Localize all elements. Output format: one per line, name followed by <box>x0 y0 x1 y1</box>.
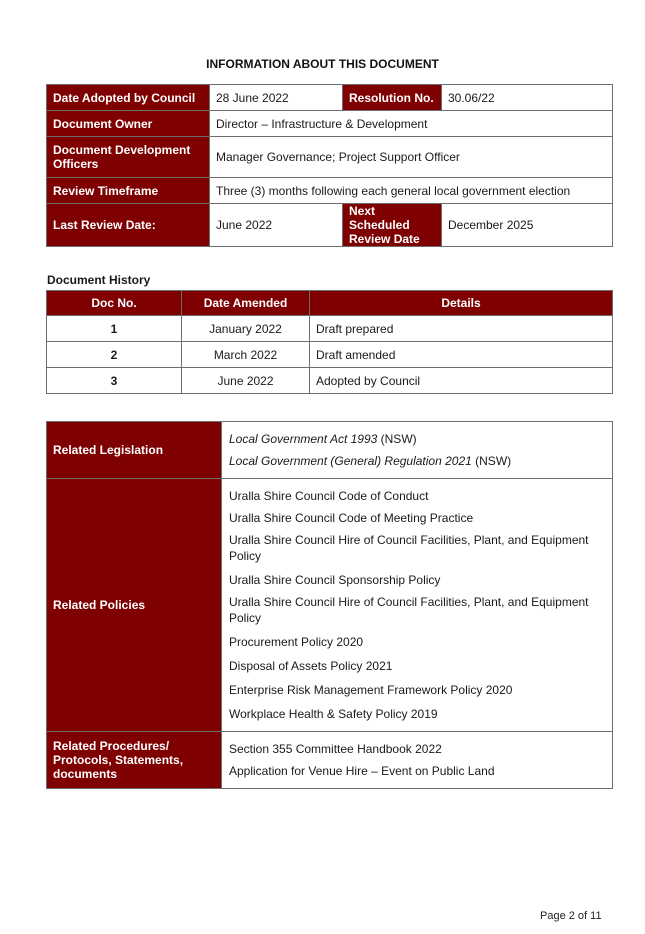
dev-officers-label: Document Development Officers <box>47 137 210 178</box>
table-row <box>47 368 613 394</box>
date-adopted-value: 28 June 2022 <box>210 85 343 111</box>
policy-item: Uralla Shire Council Hire of Council Facilities, Plant, and Equipment Policy <box>229 533 589 563</box>
related-procedures-value <box>222 732 613 789</box>
last-review-label: Last Review Date: <box>47 204 210 247</box>
next-review-value: December 2025 <box>442 204 613 247</box>
owner-label: Document Owner <box>47 111 210 137</box>
policy-item: Uralla Shire Council Code of Conduct <box>229 489 429 503</box>
page-number: Page 2 of 11 <box>540 910 602 922</box>
date-adopted-label: Date Adopted by Council <box>47 85 210 111</box>
history-header-details: Details <box>310 291 613 316</box>
policy-item: Procurement Policy 2020 <box>229 635 364 649</box>
policy-item: Disposal of Assets Policy 2021 <box>229 659 393 673</box>
related-policies-label: Related Policies <box>47 479 222 732</box>
related-procedures-label: Related Procedures/ Protocols, Statements, documents <box>47 732 222 789</box>
document-history-table <box>46 290 613 394</box>
resolution-label: Resolution No. <box>343 85 442 111</box>
related-policies-value <box>222 479 613 732</box>
owner-value: Director – Infrastructure & Development <box>210 111 613 137</box>
history-details: Adopted by Council <box>310 368 613 394</box>
table-row <box>47 342 613 368</box>
policy-item: Workplace Health & Safety Policy 2019 <box>229 707 438 721</box>
related-legislation-label: Related Legislation <box>47 422 222 479</box>
history-docno: 2 <box>47 342 182 368</box>
next-review-label: Next Scheduled Review Date <box>343 204 442 247</box>
history-date: June 2022 <box>182 368 310 394</box>
resolution-value: 30.06/22 <box>442 85 613 111</box>
policy-item: Uralla Shire Council Code of Meeting Practice <box>229 511 474 525</box>
history-details: Draft prepared <box>310 316 613 342</box>
history-date: March 2022 <box>182 342 310 368</box>
history-date: January 2022 <box>182 316 310 342</box>
history-details: Draft amended <box>310 342 613 368</box>
policy-item: Uralla Shire Council Sponsorship Policy <box>229 573 441 587</box>
related-legislation-value <box>222 422 613 479</box>
history-header-docno: Doc No. <box>47 291 182 316</box>
policy-item: Enterprise Risk Management Framework Policy 2020 <box>229 683 513 697</box>
history-docno: 1 <box>47 316 182 342</box>
document-info-table <box>46 84 613 247</box>
related-documents-table <box>46 421 613 789</box>
table-row <box>47 316 613 342</box>
last-review-value: June 2022 <box>210 204 343 247</box>
history-heading: Document History <box>47 273 151 287</box>
review-timeframe-label: Review Timeframe <box>47 178 210 204</box>
legislation-item: Local Government (General) Regulation 2021 (NSW) <box>229 454 512 468</box>
review-timeframe-value: Three (3) months following each general local government election <box>210 178 613 204</box>
legislation-item: Local Government Act 1993 (NSW) <box>229 432 417 446</box>
policy-item: Uralla Shire Council Hire of Council Facilities, Plant, and Equipment Policy <box>229 595 589 625</box>
history-header-date: Date Amended <box>182 291 310 316</box>
procedure-item: Section 355 Committee Handbook 2022 <box>229 742 442 756</box>
document-title: INFORMATION ABOUT THIS DOCUMENT <box>206 57 439 71</box>
procedure-item: Application for Venue Hire – Event on Public Land <box>229 764 495 778</box>
history-docno: 3 <box>47 368 182 394</box>
dev-officers-value: Manager Governance; Project Support Officer <box>210 137 613 178</box>
